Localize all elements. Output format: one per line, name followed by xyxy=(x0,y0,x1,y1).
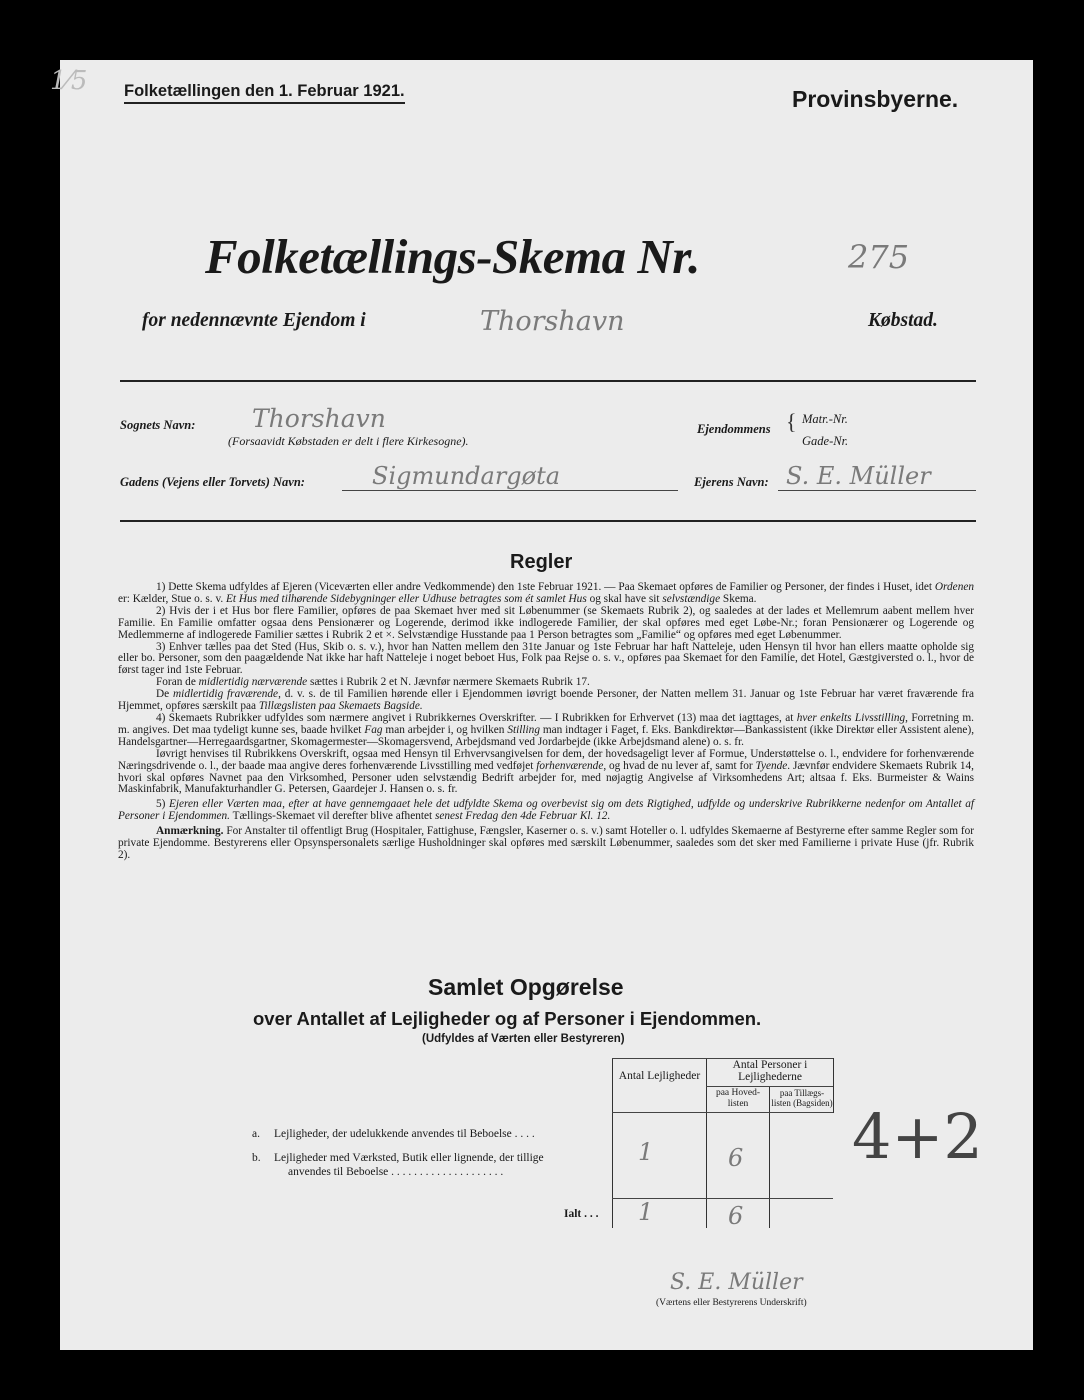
property-bracket: { xyxy=(786,409,797,434)
col-main-list-header: paa Hoved-listen xyxy=(715,1088,761,1109)
form-title: Folketællings-Skema Nr. xyxy=(205,229,700,284)
col-supp-list-header: paa Tillægs-listen (Bagsiden) xyxy=(771,1088,833,1108)
rule-3-absent: De midlertidig fraværende, d. v. s. de til Familien hørende eller i Ejendommen iøvrigt boende Personer, der Natten mellem 31. Januar og 1ste Februar har været fraværende fra Hjemmet, opføres særskilt paa Tillægslisten paa Skemaets Bagside. xyxy=(118,688,974,713)
total-label: Ialt . . . xyxy=(564,1208,599,1220)
rule-3: 3) Enhver tælles paa det Sted (Hus, Skib o. s. v.), hvor han Natten mellem den 31te Januar og 1ste Februar har haft Natteleje, uden Hensyn til hvor han ellers maatte opholde sig eller bo. Personer, som den paagældende Nat ikke har haft Natteleje i noget beboet Hus, Folk paa Rejse o. s. v., opføres paa Skemaet for den Familie, det Hotel, Gæstgiversted o. l., hvor de først tager ind 1ste Februar. xyxy=(118,640,974,677)
subtitle-prefix: for nedennævnte Ejendom i xyxy=(142,310,366,331)
row-a-label: Lejligheder, der udelukkende anvendes til Beboelse . . . . xyxy=(274,1128,535,1140)
row-b-label-2: anvendes til Beboelse . . . . . . . . . . . . . . . . . . . . xyxy=(288,1166,504,1178)
col-persons-header: Antal Personer i Lejlighederne xyxy=(732,1059,808,1083)
divider-top xyxy=(120,380,976,382)
table-vline-2 xyxy=(706,1058,707,1228)
category-header: Provinsbyerne. xyxy=(792,86,959,112)
subtitle-suffix: Købstad. xyxy=(868,310,938,331)
table-header-line xyxy=(612,1112,833,1113)
rule-3-present: Foran de midlertidig nærværende sættes i Rubrik 2 et N. Jævnfør nærmere Skemaets Rubrik 17. xyxy=(156,676,590,689)
rules-note: Anmærkning. For Anstalter til offentligt Brug (Hospitaler, Fattighuse, Fængsler, Kaserner o. s. v.) samt Hoteller o. l. udfyldes Skemaerne af Bestyrerne efter samme Regler som for private Ejendomme. Bestyrerens eller Opsynspersonalets særlige Husholdninger skal opføres med særskilt Løbenummer, saaledes som det sker med Familierne i private Huse (jfr. Rubrik 2). xyxy=(118,825,974,861)
street-value: Sigmundargøta xyxy=(372,462,561,490)
margin-note: 4+2 xyxy=(852,1100,983,1173)
table-vline-3 xyxy=(769,1086,770,1228)
census-form-page xyxy=(50,60,1033,1350)
row-a-letter: a. xyxy=(252,1128,260,1140)
summary-heading: Samlet Opgørelse xyxy=(428,974,624,1000)
summary-subheading: over Antallet af Lejligheder og af Personer i Ejendommen. xyxy=(253,1008,762,1029)
rule-1: 1) Dette Skema udfyldes af Ejeren (Viceværten eller andre Vedkommende) den 1ste Februar 1921. — Paa Skemaet opføres de Familier og Personer, der findes i Huset, idet Ordenen er: Kælder, Stue o. s. v. Et Hus med tilhørende Sidebygninger eller Udhuse betragtes som ét samlet Hus og skal have sit selvstændige Skema. xyxy=(118,581,974,605)
owner-field-line xyxy=(778,490,976,491)
census-date-header: Folketællingen den 1. Februar 1921. xyxy=(124,82,405,104)
rule-2: 2) Hvis der i et Hus bor flere Familier, opføres de paa Skemaet hver med sit Løbenummer (se Skemaets Rubrik 2), og saaledes at der lades et Mellemrum aabent mellem hver Familie. En Familie omfatter ogsaa dens Pensionærer og Logerende, derimod ikke indlogerede Familier, der skal opføres med eget Løbe-Nr.; foran Pensionærer og Logerende og Medlemmerne af indlogerede Familier sættes i Rubrik 2 et ×. Selvstændige Husstande paa 1 Person betragtes som „Familie“ og opføres med eget Løbenummer. xyxy=(118,604,974,641)
divider-bottom xyxy=(120,520,976,522)
street-field-line xyxy=(342,490,678,491)
owner-value: S. E. Müller xyxy=(786,462,931,490)
form-number: 275 xyxy=(848,238,910,276)
owner-label: Ejerens Navn: xyxy=(694,475,769,489)
parish-label: Sognets Navn: xyxy=(120,418,196,432)
rules-text xyxy=(118,582,974,862)
rules-heading: Regler xyxy=(510,551,573,573)
col-apartments-header: Antal Lejligheder xyxy=(618,1070,701,1082)
table-subheader-line xyxy=(706,1086,833,1087)
rule-5: 5) Ejeren eller Værten maa, efter at have gennemgaaet hele det udfyldte Skema og overbevist sig om dets Rigtighed, udfylde og underskrive Rubrikkerne nedenfor om Antallet af Personer i Ejendommen. Tællings-Skemaet vil derefter blive afhentet senest Fredag den 4de Februar Kl. 12. xyxy=(118,798,975,823)
gade-label: Gade-Nr. xyxy=(802,434,849,448)
row-b-label-1: Lejligheder med Værksted, Butik eller lignende, der tillige xyxy=(274,1152,544,1164)
summary-note: (Udfyldes af Værten eller Bestyreren) xyxy=(422,1033,625,1045)
parish-note: (Forsaavidt Købstaden er delt i flere Kirkesogne). xyxy=(228,434,469,448)
property-label: Ejendommens xyxy=(697,422,771,436)
table-vline-1 xyxy=(612,1058,613,1228)
matr-label: Matr.-Nr. xyxy=(802,412,848,426)
corner-pencil-mark: 1⁄5 xyxy=(50,66,88,96)
signature: S. E. Müller xyxy=(670,1270,803,1295)
total-main-list: 6 xyxy=(728,1202,744,1230)
table-vline-4 xyxy=(833,1058,834,1113)
rule-4-note: Iøvrigt henvises til Rubrikkens Overskrift, ogsaa med Hensyn til Erhvervsangivelsen for dem, der hovedsageligt lever af Formue, Understøttelse o. l., endvidere for forhenværende Næringsdrivende o. l., der baade maa angive deres forhenværende Livsstilling med vedføjet forhenværende, og hvad de nu lever af, samt for Tyende. Jævnfør endvidere Skemaets Rubrik 14, hvori skal opføres Navnet paa den Virksomhed, Personer uden selvstændig Bedrift arbejder for, med nøjagtig Angivelse af Virksomhedens Art; altsaa f. Eks. Burmeister & Wains Maskinfabrik, Manufakturhandler G. Petersen, Gaardejer J. Hansen o. s. fr. xyxy=(118,747,974,796)
signature-caption: (Værtens eller Bestyrerens Underskrift) xyxy=(656,1298,807,1308)
rule-4: 4) Skemaets Rubrikker udfyldes som nærmere angivet i Rubrikkernes Overskrifter. — I Rubrikken for Erhvervet (13) maa det iagttages, at hver enkelts Livsstilling, Forretning m. m. angives. Det maa tydeligt kunne ses, baade hvilket Fag man arbejder i, og hvilken Stilling man indtager i Faget, f. Eks. Bankdirektør—Bankassistent (ikke Direktør eller Assistent alene), Handelsgartner—Herregaardsgartner, Skomagermester—Skomagersvend, Arbejdsmand ved Jordarbejde (ikke Arbejdsmand alene) o. s. fr. xyxy=(118,711,975,748)
row-a-main-list: 6 xyxy=(728,1144,744,1172)
row-a-apartments: 1 xyxy=(638,1138,654,1166)
total-apartments: 1 xyxy=(638,1198,654,1226)
town-name: Thorshavn xyxy=(480,306,625,337)
street-label: Gadens (Vejens eller Torvets) Navn: xyxy=(120,475,305,489)
row-b-letter: b. xyxy=(252,1152,261,1164)
parish-value: Thorshavn xyxy=(252,404,386,433)
